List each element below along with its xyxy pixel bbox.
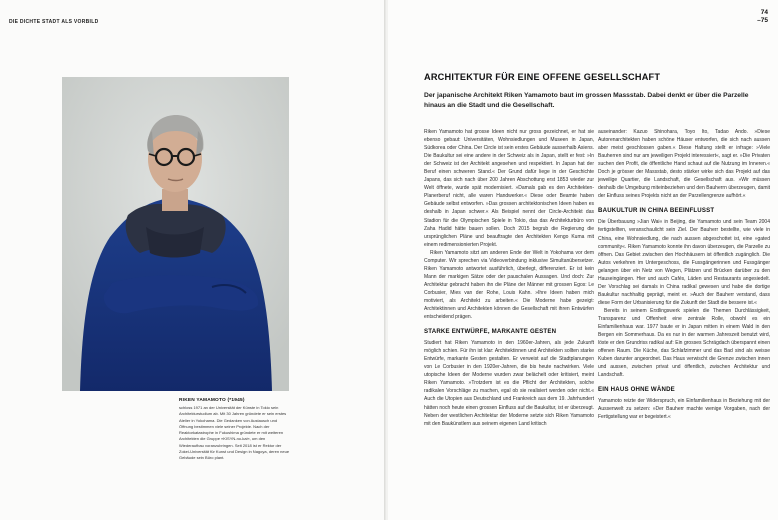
paragraph: Riken Yamamoto sitzt am anderen Ende der Welt in Yokohama vor dem Computer. Wir sprechen via Videoverbindung inklusive Simultanübersetzer. Riken Yamamoto antwortet ausführlich, überlegt, differenziert. Er ist kein Mann der markigen Sätze oder der pauschalen Aussagen. Und doch: Zur Architektur gebracht haben ihn die Pläne der Männer mit grossen Egos: Le Corbusier, Mies van der Rohe, Louis Kahn. »Ihre Ideen haben mich motiviert, als Architekt zu arbeiten.« Die Moderne habe gezeigt: Architektinnen und Architekten können die Gesellschaft mit ihren Entwürfen entscheidend prägen. [424, 249, 594, 321]
photo-caption [179, 398, 291, 462]
portrait-illustration [62, 77, 289, 391]
paragraph: Studiert hat Riken Yamamoto in den 1960er-Jahren, als jede Zukunft möglich schien. Für ihn ist klar: Architektinnen und Architekten sollten starke Entwürfe, markante Gesten gestalten. Er verweist auf die Stadtplanungen von Le Corbusier in den 1920er-Jahren, die bis heute nachwirken. Viele utopische Ideen der Moderne wurden zwar belächelt oder kritisiert, meint Riken Yamamoto. »Trotzdem ist es die Pflicht der Architekten, solche radikalen Vorschläge zu machen, egal ob sie realisiert werden oder nicht.« Auch die Utopien aus Deutschland und Frankreich aus dem 19. Jahrhundert hätten noch heute einen grossen Einfluss auf die Baukultur, ist er überzeugt. Neben der westlichen Architektur der Moderne setzte sich Riken Yamamoto mit den Baukünstlern aus seinem eigenen Land kritisch [424, 340, 594, 427]
page-number-bottom: –75 [757, 16, 768, 24]
paragraph: Riken Yamamoto hat grosse Ideen nicht nur gross gezeichnet, er hat sie ebenso gebaut: Universitäten, Wohnsiedlungen und Museen in Japan, Südkorea oder China. Der Circle ist sein erstes Gebäude ausserhalb Asiens. Die Baukultur sei eine andere in der Schweiz als in Japan, stellt er fest: »In der Schweiz ist der Architekt angesehen und respektiert. In Japan hat der Beruf einen schweren Stand.« Der Grund dafür liege in der Geschichte Japans, das sich nach über 200 Jahren Abschottung erst 1853 wieder zur Welt öffnete, wurde spät modernisiert. »Damals gab es den Architekten-Planerberuf nicht, alle waren Handwerker.« Diese oder Beamte haben Gebäude selbst entworfen. »Das grossen architektonischen Ideen haben es deshalb in Japan schwer.« Als Beispiel nennt der Circle-Architekt das Stadion für die Olympischen Spiele in Tokio, das das Architekturbüro von Zaha Hadid hätte bauen sollen. Doch 2015 begrub die Regierung die ursprünglichen Pläne und beauftragte den Architekten Kengo Kuma mit einem redimensionierten Projekt. [424, 129, 594, 248]
article-headline: ARCHITEKTUR FÜR EINE OFFENE GESELLSCHAFT [424, 72, 661, 82]
text-column-2 [598, 128, 770, 520]
paragraph: Die Überbauung »Jian Wai« in Beijing, die Yamamoto und sein Team 2004 fertigstellten, veranschaulicht sein Ziel. Der Bauherr bestellte, wie viele in China, eine Wohnsiedlung, die nach aussen abgeschottet ist, eine »gated community«. Riken Yamamoto konnte ihn davon überzeugen, die Parzelle zu öffnen. Das Gebiet zwischen den Hochhäusern ist öffentlich zugänglich. Die Autos verkehren im Untergeschoss, die Fussgängerinnen und Fussgänger gelangen über ein Netz von Wegen, Plätzen und Brücken darüber zu den Hauseingängen. Hier und auch Cafés, Läden und Restaurants angesiedelt. Der Vorschlag sei damals in China radikal gewesen und habe die dortige Baukultur nachhaltig geprägt, meint er. »Auch der Bauherr verstand, dass diese Form der Urbanisierung für die Zukunft der Stadt die bessere ist.« [598, 219, 770, 306]
paragraph: Bereits in seinem Erstlingswerk spielen die Themen Durchlässigkeit, Transparenz und Offenheit eine zentrale Rolle, obwohl es ein Einfamilienhaus war. 1977 baute er in Japan mitten in einem Wald in den Bergen ein Sommerhaus. Da es nur in der warmen Jahreszeit benutzt wird, löste er den Grundriss radikal auf: Ein grosses Schrägdach überspannt einen offenen Raum. Die Küche, das Schlafzimmer und das Bad sind als weisse Kuben darunter angeordnet. Das Haus verwischt die Grenze zwischen innen und aussen, zwischen privat und öffentlich, zwischen Architektur und Landschaft. [598, 307, 770, 379]
subheading: STARKE ENTWÜRFE, MARKANTE GESTEN [424, 328, 557, 336]
caption-name: RIKEN YAMAMOTO (*1945) [179, 398, 245, 403]
text-column-1 [424, 128, 594, 520]
portrait-photo [62, 77, 289, 391]
subheading: BAUKULTUR IN CHINA BEEINFLUSST [598, 207, 715, 215]
subheading: EIN HAUS OHNE WÄNDE [598, 386, 675, 394]
left-page [0, 0, 386, 520]
article-lead: Der japanische Architekt Riken Yamamoto baut im grossen Massstab. Dabei denkt er über die Parzelle hinaus an die Stadt und die Gesellschaft. [424, 92, 749, 109]
paragraph: auseinander: Kazuo Shinohara, Toyo Ito, Tadao Ando. »Diese Autorenarchitekten haben schöne Häuser entworfen, die sich nach aussen aber meist geschlossen gaben.« Diese Haltung stellt er infrage: »Viele Bauherren sind nur am jeweiligen Projekt interessiert«, sagt er. »Die Privaten suchen den Profit, die öffentliche Hand schaut auf die Nutzung im Inneren.« Doch je grösser der Massstab, desto stärker wirke sich das Projekt auf das jeweilige Quartier, die Landschaft, die Gesellschaft aus. »Wir müssen deshalb die Umgebung miteinbeziehen und den Bauherrn überzeugen, damit der Einfluss seines Projekts nicht an der Parzellengrenze aufhört.« [598, 129, 770, 200]
running-head: DIE DICHTE STADT ALS VORBILD [9, 19, 99, 25]
caption-text: schloss 1971 an der Universität der Künste in Tokio sein Architekturstudium ab. Mit 30 Jahren gründete er sein erstes Atelier in Yokohama. Die Gedanken von Austausch und Öffnung bestimmen viele seiner Projekte. Nach der Reaktorkatastrophe in Fukushima gründete er mit weiteren Architekten die Gruppe »KISYN-no-kai«, um den Wiederaufbau voranzubringen. Seit 2018 ist er Rektor der Zokei-Universität für Kunst und Design in Nagoya, deren neue Gebäude sein Büro plant. [179, 405, 290, 461]
page-number-top: 74 [760, 9, 768, 16]
right-page [388, 0, 778, 520]
paragraph: Yamamoto reizte der Widerspruch, ein Einfamilienhaus in Beziehung mit der Aussenwelt zu setzen: »Der Bauherr machte wenige Vorgaben, nach der Fertigstellung war er begeistert.« [598, 398, 770, 421]
page-numbers [757, 9, 768, 24]
